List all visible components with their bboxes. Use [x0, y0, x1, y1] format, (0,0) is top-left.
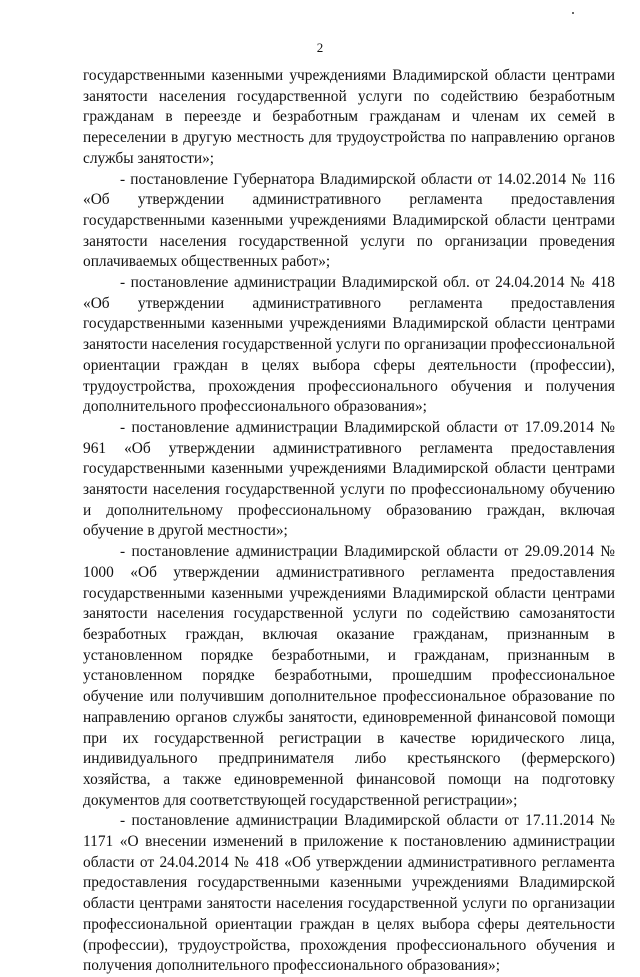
document-body [83, 66, 615, 977]
list-item-decree-1000: - постановление администрации Владимирской области от 29.09.2014 № 1000 «Об утверждении административного регламента предоставления государственными казенными учреждениями Владимирской области центрами занятости населения государственной услуги по содействию самозанятости безработных граждан, включая оказание гражданам, признанным в установленном порядке безработными, и гражданам, признанным в установленном порядке безработными, прошедшим профессиональное обучение или получившим дополнительное профессиональное образование по направлению органов службы занятости, единовременной финансовой помощи при их государственной регистрации в качестве юридического лица, индивидуального предпринимателя либо крестьянского (фермерского) хозяйства, а также единовременной финансовой помощи на подготовку документов для соответствующей государственной регистрации»; [83, 543, 615, 809]
scan-dot-mark [572, 12, 574, 14]
list-item-decree-961: - постановление администрации Владимирской области от 17.09.2014 № 961 «Об утверждении административного регламента предоставления государственными казенными учреждениями Владимирской области центрами занятости населения государственной услуги по профессиональному обучению и дополнительному профессиональному образованию граждан, включая обучение в другой местности»; [83, 418, 615, 540]
list-item-decree-116: - постановление Губернатора Владимирской области от 14.02.2014 № 116 «Об утверждении административного регламента предоставления государственными казенными учреждениями Владимирской области центрами занятости населения государственной услуги по организации проведения оплачиваемых общественных работ»; [83, 170, 615, 271]
list-item-decree-1171: - постановление администрации Владимирской области от 17.11.2014 № 1171 «О внесении изменений в приложение к постановлению администрации области от 24.04.2014 № 418 «Об утверждении административного регламента предоставления государственными казенными учреждениями Владимирской области центрами занятости населения государственной услуги по организации профессиональной ориентации граждан в целях выбора сферы деятельности (профессии), трудоустройства, прохождения профессионального обучения и получения дополнительного профессионального образования»; [83, 812, 615, 975]
page-number: 2 [316, 40, 324, 55]
paragraph-continuation: государственными казенными учреждениями Владимирской области центрами занятости населения государственной услуги по содействию безработным гражданам в переезде и безработным гражданам и членам их семей в переселении в другую местность для трудоустройства по направлению органов службы занятости»; [83, 67, 615, 167]
list-item-decree-418: - постановление администрации Владимирской обл. от 24.04.2014 № 418 «Об утверждении административного регламента предоставления государственными казенными учреждениями Владимирской области центрами занятости населения государственной услуги по организации профессиональной ориентации граждан в целях выбора сферы деятельности (профессии), трудоустройства, прохождения профессионального обучения и получения дополнительного профессионального образования»; [83, 274, 615, 416]
